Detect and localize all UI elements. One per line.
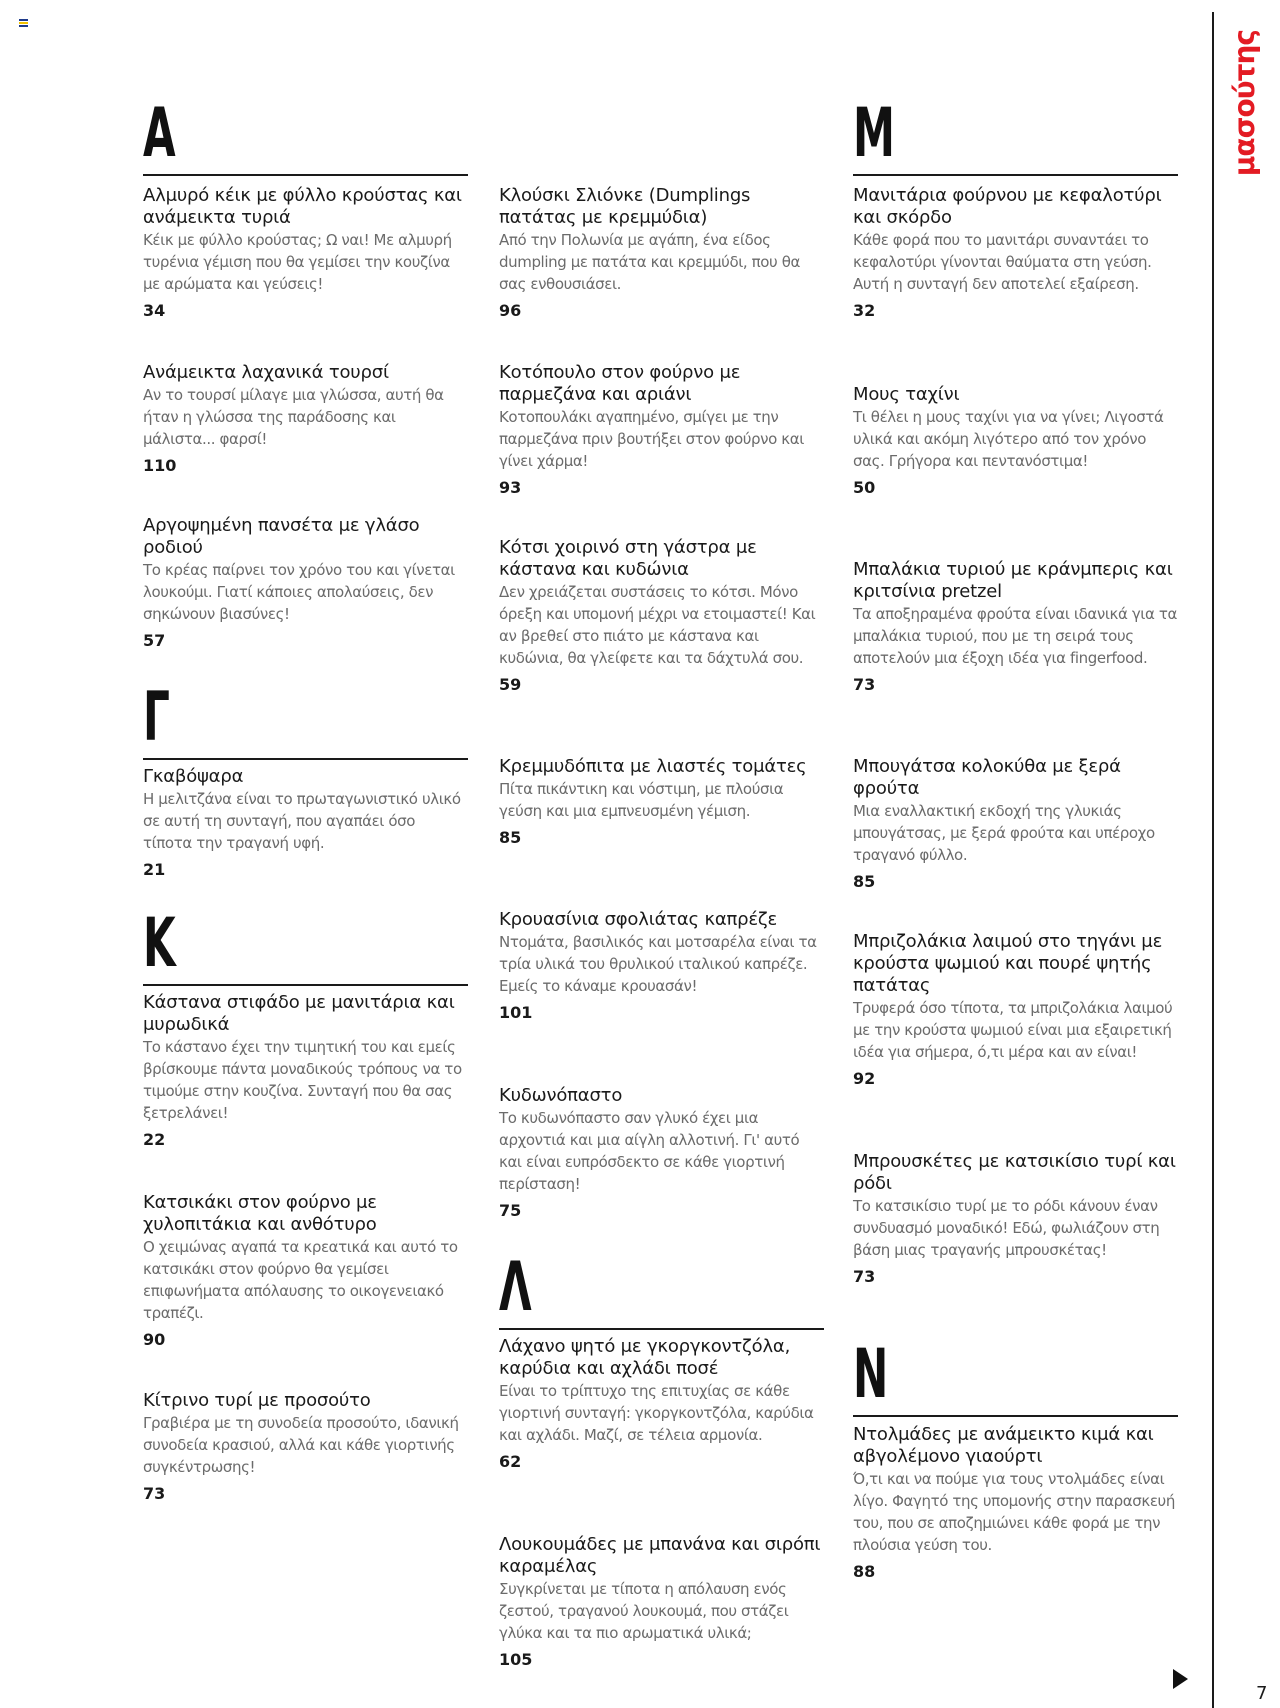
- letter-heading-k: Κ: [143, 906, 468, 986]
- recipe-description: Από την Πολωνία με αγάπη, ένα είδος dumpling με πατάτα και κρεμμύδι, που θα σας ενθουσιάσει.: [499, 231, 800, 293]
- recipe-entry[interactable]: [499, 185, 824, 321]
- page-number: 7: [1256, 1683, 1268, 1704]
- recipe-description: Ό,τι και να πούμε για τους ντολμάδες είναι λίγο. Φαγητό της υπομονής στην παρασκευή του, που σε αποζημιώνει κάθε φορά με την πλούσια γεύση του.: [853, 1470, 1175, 1554]
- recipe-description: Ντομάτα, βασιλικός και μοτσαρέλα είναι τα τρία υλικά του θρυλικού ιταλικού καπρέζε. Εμείς το κάναμε κρουασάν!: [499, 933, 817, 995]
- recipe-description: Δεν χρειάζεται συστάσεις το κότσι. Μόνο όρεξη και υπομονή μέχρι να ετοιμαστεί! Και αν βρεθεί στο πιάτο με κάστανα και κυδώνια, θα γλείφετε και τα δάχτυλά σου.: [499, 583, 816, 667]
- recipe-description: Ο χειμώνας αγαπά τα κρεατικά και αυτό το κατσικάκι στον φούρνο θα γεμίσει επιφωνήματα απόλαυσης το οικογενειακό τραπέζι.: [143, 1238, 458, 1322]
- recipe-page-number[interactable]: 73: [853, 675, 876, 694]
- recipe-entry[interactable]: [143, 362, 468, 476]
- letter-heading-l: Λ: [499, 1250, 824, 1330]
- recipe-description: Το κατσικίσιο τυρί με το ρόδι κάνουν έναν συνδυασμό μοναδικό! Εδώ, φωλιάζουν στη βάση μιας τραγανής μπρουσκέτας!: [853, 1197, 1160, 1259]
- recipe-entry[interactable]: [499, 1336, 824, 1472]
- recipe-title[interactable]: Μους ταχίνι: [853, 384, 960, 405]
- recipe-entry[interactable]: [499, 756, 824, 848]
- recipe-description: Κάθε φορά που το μανιτάρι συναντάει το κεφαλοτύρι γίνονται θαύματα στη γεύση. Αυτή η συνταγή δεν αποτελεί εξαίρεση.: [853, 231, 1152, 293]
- recipe-title[interactable]: Ντολμάδες με ανάμεικτο κιμά και αβγολέμονο γιαούρτι: [853, 1424, 1154, 1467]
- recipe-title[interactable]: Μπουγάτσα κολοκύθα με ξερά φρούτα: [853, 756, 1121, 799]
- recipe-page-number[interactable]: 90: [143, 1330, 166, 1349]
- recipe-page-number[interactable]: 57: [143, 631, 166, 650]
- letter-heading-m: Μ: [853, 96, 1178, 176]
- recipe-description: Αν το τουρσί μίλαγε μια γλώσσα, αυτή θα ήταν η γλώσσα της παράδοσης και μάλιστα... φαρσί!: [143, 386, 444, 448]
- recipe-page-number[interactable]: 101: [499, 1003, 533, 1022]
- recipe-title[interactable]: Μπαλάκια τυριού με κράνμπερις και κριτσίνια pretzel: [853, 559, 1173, 602]
- recipe-entry[interactable]: [853, 1151, 1178, 1287]
- recipe-description: Κοτοπουλάκι αγαπημένο, σμίγει με την παρμεζάνα πριν βουτήξει στον φούρνο και γίνει χάρμα!: [499, 408, 804, 470]
- recipe-page-number[interactable]: 92: [853, 1069, 876, 1088]
- recipe-description: Πίτα πικάντικη και νόστιμη, με πλούσια γεύση και μια εμπνευσμένη γέμιση.: [499, 780, 784, 820]
- recipe-title[interactable]: Κλούσκι Σλιόνκε (Dumplings πατάτας με κρεμμύδια): [499, 185, 751, 228]
- recipe-entry[interactable]: [853, 185, 1178, 321]
- recipe-title[interactable]: Κρουασίνια σφολιάτας καπρέζε: [499, 909, 778, 930]
- recipe-title[interactable]: Κατσικάκι στον φούρνο με χυλοπιτάκια και ανθότυρο: [143, 1192, 377, 1235]
- recipe-description: Τρυφερά όσο τίποτα, τα μπριζολάκια λαιμού με την κρούστα ψωμιού είναι μια εξαιρετική ιδέα για σήμερα, ό,τι μέρα και αν είναι!: [853, 999, 1173, 1061]
- recipe-title[interactable]: Ανάμεικτα λαχανικά τουρσί: [143, 362, 389, 383]
- recipe-title[interactable]: Κρεμμυδόπιτα με λιαστές τομάτες: [499, 756, 807, 777]
- recipe-title[interactable]: Αργοψημένη πανσέτα με γλάσο ροδιού: [143, 515, 420, 558]
- recipe-page-number[interactable]: 88: [853, 1562, 876, 1581]
- recipe-description: Είναι το τρίπτυχο της επιτυχίας σε κάθε γιορτινή συνταγή: γκοργκοντζόλα, καρύδια και αχλάδι. Μαζί, σε τέλεια αρμονία.: [499, 1382, 814, 1444]
- recipe-page-number[interactable]: 62: [499, 1452, 522, 1471]
- recipe-title[interactable]: Μπρουσκέτες με κατσικίσιο τυρί και ρόδι: [853, 1151, 1176, 1194]
- recipe-description: Το κυδωνόπαστο σαν γλυκό έχει μια αρχοντιά και μια αίγλη αλλοτινή. Γι' αυτό και είναι ευπρόσδεκτο σε κάθε γιορτινή περίσταση!: [499, 1109, 800, 1193]
- recipe-title[interactable]: Μπριζολάκια λαιμού στο τηγάνι με κρούστα ψωμιού και πουρέ ψητής πατάτας: [853, 931, 1163, 996]
- recipe-entry[interactable]: [499, 1534, 824, 1670]
- recipe-page-number[interactable]: 73: [143, 1484, 166, 1503]
- recipe-page-number[interactable]: 50: [853, 478, 876, 497]
- letter-heading-n: Ν: [853, 1337, 1178, 1417]
- recipe-entry[interactable]: [853, 756, 1178, 892]
- recipe-entry[interactable]: [143, 185, 468, 321]
- menu-icon[interactable]: [19, 19, 28, 27]
- recipe-entry[interactable]: [853, 1424, 1178, 1582]
- recipe-entry[interactable]: [499, 537, 824, 695]
- recipe-entry[interactable]: [499, 1085, 824, 1221]
- recipe-title[interactable]: Κίτρινο τυρί με προσούτο: [143, 1390, 371, 1411]
- recipe-entry[interactable]: [853, 931, 1178, 1089]
- recipe-entry[interactable]: [143, 1390, 468, 1504]
- recipe-description: Τι θέλει η μους ταχίνι για να γίνει; Λιγοστά υλικά και ακόμη λιγότερο από τον χρόνο σας. Γρήγορα και πεντανόστιμα!: [853, 408, 1164, 470]
- recipe-page-number[interactable]: 34: [143, 301, 166, 320]
- recipe-entry[interactable]: [853, 559, 1178, 695]
- recipe-description: Τα αποξηραμένα φρούτα είναι ιδανικά για τα μπαλάκια τυριού, που με τη σειρά τους αποτελούν μια έξοχη ιδέα για fingerfood.: [853, 605, 1177, 667]
- recipe-description: Η μελιτζάνα είναι το πρωταγωνιστικό υλικό σε αυτή τη συνταγή, που αγαπάει όσο τίποτα την τραγανή υφή.: [143, 790, 461, 852]
- next-page-arrow-icon[interactable]: [1173, 1669, 1188, 1689]
- recipe-page-number[interactable]: 85: [499, 828, 522, 847]
- recipe-title[interactable]: Αλμυρό κέικ με φύλλο κρούστας και ανάμεικτα τυριά: [143, 185, 462, 228]
- recipe-title[interactable]: Κάστανα στιφάδο με μανιτάρια και μυρωδικά: [143, 992, 455, 1035]
- recipe-page-number[interactable]: 73: [853, 1267, 876, 1286]
- recipe-page-number[interactable]: 96: [499, 301, 522, 320]
- vertical-divider: [1212, 12, 1214, 1708]
- recipe-page-number[interactable]: 75: [499, 1201, 522, 1220]
- recipe-title[interactable]: Μανιτάρια φούρνου με κεφαλοτύρι και σκόρδο: [853, 185, 1162, 228]
- recipe-description: Κέικ με φύλλο κρούστας; Ω ναι! Με αλμυρή τυρένια γέμιση που θα γεμίσει την κουζίνα με αρώματα και γεύσεις!: [143, 231, 452, 293]
- letter-heading-g: Γ: [143, 680, 468, 760]
- recipe-description: Το κρέας παίρνει τον χρόνο του και γίνεται λουκούμι. Γιατί κάποιες απολαύσεις, δεν σηκώνουν βιασύνες!: [143, 561, 455, 623]
- recipe-description: Το κάστανο έχει την τιμητική του και εμείς βρίσκουμε πάντα μοναδικούς τρόπους να το τιμούμε στην κουζίνα. Συνταγή που θα σας ξετρελάνει!: [143, 1038, 462, 1122]
- recipe-entry[interactable]: [853, 384, 1178, 498]
- recipe-page-number[interactable]: 93: [499, 478, 522, 497]
- recipe-title[interactable]: Λουκουμάδες με μπανάνα και σιρόπι καραμέλας: [499, 1534, 821, 1577]
- recipe-page-number[interactable]: 110: [143, 456, 177, 475]
- recipe-page-number[interactable]: 59: [499, 675, 522, 694]
- recipe-title[interactable]: Κότσι χοιρινό στη γάστρα με κάστανα και κυδώνια: [499, 537, 757, 580]
- recipe-page-number[interactable]: 22: [143, 1130, 166, 1149]
- recipe-page-number[interactable]: 105: [499, 1650, 533, 1669]
- recipe-title[interactable]: Γκαβόψαρα: [143, 766, 244, 787]
- recipe-entry[interactable]: [143, 515, 468, 651]
- recipe-entry[interactable]: [143, 766, 468, 880]
- recipe-title[interactable]: Κυδωνόπαστο: [499, 1085, 623, 1106]
- recipe-page-number[interactable]: 21: [143, 860, 166, 879]
- recipe-page-number[interactable]: 85: [853, 872, 876, 891]
- recipe-description: Γραβιέρα με τη συνοδεία προσούτο, ιδανική συνοδεία κρασιού, αλλά και κάθε γιορτινής συγκέντρωσης!: [143, 1414, 459, 1476]
- recipe-entry[interactable]: [143, 992, 468, 1150]
- recipe-title[interactable]: Λάχανο ψητό με γκοργκοντζόλα, καρύδια και αχλάδι ποσέ: [499, 1336, 791, 1379]
- recipe-page-number[interactable]: 32: [853, 301, 876, 320]
- brand-logo: μασούτης: [1228, 30, 1261, 177]
- recipe-description: Συγκρίνεται με τίποτα η απόλαυση ενός ζεστού, τραγανού λουκουμά, που στάζει γλύκα και τα πιο αρωματικά υλικά;: [499, 1580, 789, 1642]
- letter-heading-a: Α: [143, 96, 468, 176]
- recipe-entry[interactable]: [499, 909, 824, 1023]
- recipe-entry[interactable]: [499, 362, 824, 498]
- recipe-description: Μια εναλλακτική εκδοχή της γλυκιάς μπουγάτσας, με ξερά φρούτα και υπέροχο τραγανό φύλλο.: [853, 802, 1155, 864]
- recipe-entry[interactable]: [143, 1192, 468, 1350]
- recipe-title[interactable]: Κοτόπουλο στον φούρνο με παρμεζάνα και αριάνι: [499, 362, 741, 405]
